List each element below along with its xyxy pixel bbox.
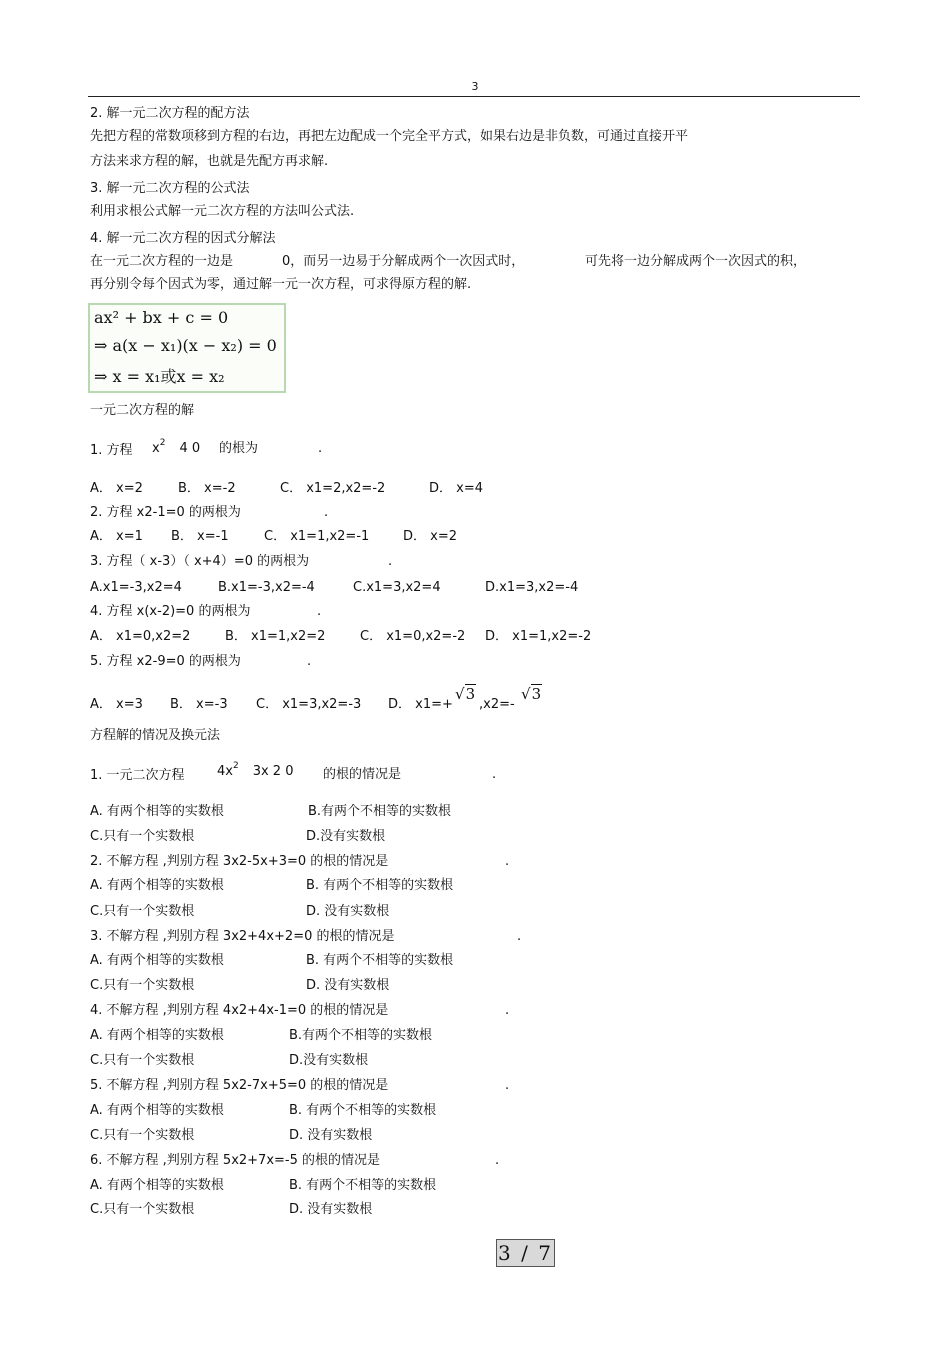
p1-q3-opt-b: B.x1=-3,x2=-4 [218, 580, 315, 595]
p1-q3-end: . [388, 554, 393, 569]
p1-q5-sqrt-1-radicand: 3 [465, 685, 476, 703]
p2-q5-opt-a: A. 有两个相等的实数根 [90, 1103, 224, 1118]
method-peifang-text-2: 方法来求方程的解，也就是先配方再求解. [90, 154, 329, 169]
p2-q4-opt-b: B.有两个不相等的实数根 [289, 1028, 433, 1043]
part2-title: 方程解的情况及换元法 [90, 728, 221, 743]
p1-q4-end: . [317, 604, 322, 619]
p2-q3: 3. 不解方程 ,判别方程 3x2+4x+2=0 的根的情况是 [90, 929, 395, 944]
p2-q1-equation [217, 761, 294, 780]
p1-q3-opt-c: C.x1=3,x2=4 [353, 580, 441, 595]
p1-q1-end: . [318, 441, 323, 456]
p2-q2-end: . [505, 854, 510, 869]
p1-q2-opt-c: C． x1=1,x2=-1 [264, 529, 370, 544]
p1-q5-sqrt-2-radicand: 3 [531, 685, 542, 703]
p1-q3-opt-a: A.x1=-3,x2=4 [90, 580, 182, 595]
p2-q1-suffix: 的根的情况是 [323, 767, 402, 782]
method-gongshi-text: 利用求根公式解一元二次方程的方法叫公式法. [90, 204, 355, 219]
p2-q6: 6. 不解方程 ,判别方程 5x2+7x=-5 的根的情况是 [90, 1153, 381, 1168]
p1-q1-opt-b: B． x=-2 [178, 481, 236, 496]
p1-q4-opt-b: B． x1=1,x2=2 [225, 629, 326, 644]
part1-title: 一元二次方程的解 [90, 403, 195, 418]
p2-q1-opt-b: B.有两个不相等的实数根 [308, 804, 452, 819]
p2-q2-opt-d: D. 没有实数根 [306, 904, 390, 919]
p2-q1-opt-d: D.没有实数根 [306, 829, 386, 844]
p1-q1-prefix: 1. 方程 [90, 443, 133, 458]
formula-line-2: ⇒ a(x − x₁)(x − x₂) = 0 [94, 336, 277, 355]
p1-q3: 3. 方程（ x-3）（ x+4）=0 的两根为 [90, 554, 310, 569]
p2-q5-opt-d: D. 没有实数根 [289, 1128, 373, 1143]
method-yinshi-text-1c: 可先将一边分解成两个一次因式的积， [585, 254, 807, 269]
method-yinshi-text-1a: 在一元二次方程的一边是 [90, 254, 234, 269]
p1-q5-opt-b: B． x=-3 [170, 697, 228, 712]
p1-q1-opt-d: D． x=4 [429, 481, 483, 496]
p1-q5-sqrt-2: √3 [521, 685, 542, 703]
p1-q5-opt-a: A． x=3 [90, 697, 143, 712]
p2-q3-opt-a: A. 有两个相等的实数根 [90, 953, 224, 968]
method-yinshi-text-1b: 0，而另一边易于分解成两个一次因式时， [282, 254, 525, 269]
p2-q6-opt-a: A. 有两个相等的实数根 [90, 1178, 224, 1193]
p2-q2-opt-a: A. 有两个相等的实数根 [90, 878, 224, 893]
p2-q4-opt-d: D.没有实数根 [289, 1053, 369, 1068]
p2-q1-opt-c: C.只有一个实数根 [90, 829, 195, 844]
p2-q4-opt-a: A. 有两个相等的实数根 [90, 1028, 224, 1043]
p2-q6-opt-d: D. 没有实数根 [289, 1202, 373, 1217]
p2-q3-opt-c: C.只有一个实数根 [90, 978, 195, 993]
p2-q6-opt-b: B. 有两个不相等的实数根 [289, 1178, 437, 1193]
p2-q3-opt-b: B. 有两个不相等的实数根 [306, 953, 454, 968]
formula-line-1: ax² + bx + c = 0 [94, 308, 229, 327]
method-peifang-title: 2. 解一元二次方程的配方法 [90, 106, 250, 121]
p2-q5: 5. 不解方程 ,判别方程 5x2-7x+5=0 的根的情况是 [90, 1078, 389, 1093]
header-rule [88, 96, 860, 97]
p2-q6-opt-c: C.只有一个实数根 [90, 1202, 195, 1217]
p2-q5-opt-c: C.只有一个实数根 [90, 1128, 195, 1143]
p1-q1-exponent: 2 [159, 438, 166, 448]
p2-q4-opt-c: C.只有一个实数根 [90, 1053, 195, 1068]
formula-line-3: ⇒ x = x₁或x = x₂ [94, 367, 225, 386]
p2-q3-end: . [517, 929, 522, 944]
p2-q1-opt-a: A. 有两个相等的实数根 [90, 804, 224, 819]
p1-q1-suffix: 的根为 [219, 441, 259, 456]
p1-q1-var: x [152, 441, 160, 456]
p2-q4-end: . [505, 1003, 510, 1018]
p1-q3-opt-d: D.x1=3,x2=-4 [485, 580, 579, 595]
p1-q2: 2. 方程 x2-1=0 的两根为 [90, 505, 241, 520]
page-indicator: 3 / 7 [496, 1239, 555, 1267]
p1-q4-opt-a: A． x1=0,x2=2 [90, 629, 191, 644]
method-gongshi-title: 3. 解一元二次方程的公式法 [90, 181, 250, 196]
p1-q1-equation [152, 438, 201, 457]
p1-q4-opt-c: C． x1=0,x2=-2 [360, 629, 466, 644]
p2-q5-opt-b: B. 有两个不相等的实数根 [289, 1103, 437, 1118]
p2-q1-prefix: 1. 一元二次方程 [90, 768, 185, 783]
p1-q1-opt-a: A． x=2 [90, 481, 143, 496]
p1-q5: 5. 方程 x2-9=0 的两根为 [90, 654, 241, 669]
p2-q4: 4. 不解方程 ,判别方程 4x2+4x-1=0 的根的情况是 [90, 1003, 389, 1018]
p1-q2-opt-d: D． x=2 [403, 529, 457, 544]
factorization-formula-box [88, 303, 286, 393]
p2-q1-coef: 4x [217, 764, 233, 779]
header-page-number: 3 [471, 80, 479, 93]
p1-q2-opt-a: A． x=1 [90, 529, 143, 544]
p1-q5-opt-d-mid: ,x2=- [479, 697, 515, 712]
p1-q5-opt-c: C． x1=3,x2=-3 [256, 697, 362, 712]
p1-q1-rest: 4 0 [179, 441, 201, 456]
p2-q2: 2. 不解方程 ,判别方程 3x2-5x+3=0 的根的情况是 [90, 854, 389, 869]
p2-q6-end: . [495, 1153, 500, 1168]
p1-q5-end: . [307, 654, 312, 669]
p1-q4: 4. 方程 x(x-2)=0 的两根为 [90, 604, 251, 619]
p1-q4-opt-d: D． x1=1,x2=-2 [485, 629, 592, 644]
p1-q2-opt-b: B． x=-1 [171, 529, 229, 544]
p2-q3-opt-d: D. 没有实数根 [306, 978, 390, 993]
p1-q2-end: . [324, 505, 329, 520]
p2-q2-opt-c: C.只有一个实数根 [90, 904, 195, 919]
p1-q5-opt-d: D． x1=+ [388, 697, 453, 712]
p2-q1-exponent: 2 [232, 761, 239, 771]
p1-q1-opt-c: C． x1=2,x2=-2 [280, 481, 386, 496]
p1-q5-sqrt-1: √3 [455, 685, 476, 703]
method-yinshi-title: 4. 解一元二次方程的因式分解法 [90, 231, 276, 246]
p2-q2-opt-b: B. 有两个不相等的实数根 [306, 878, 454, 893]
p2-q1-end: . [492, 767, 497, 782]
method-peifang-text-1: 先把方程的常数项移到方程的右边，再把左边配成一个完全平方式，如果右边是非负数，可通过直接开平 [90, 129, 689, 144]
p2-q1-rest: 3x 2 0 [252, 764, 294, 779]
p2-q5-end: . [505, 1078, 510, 1093]
method-yinshi-text-2: 再分别令每个因式为零，通过解一元一次方程，可求得原方程的解. [90, 277, 472, 292]
